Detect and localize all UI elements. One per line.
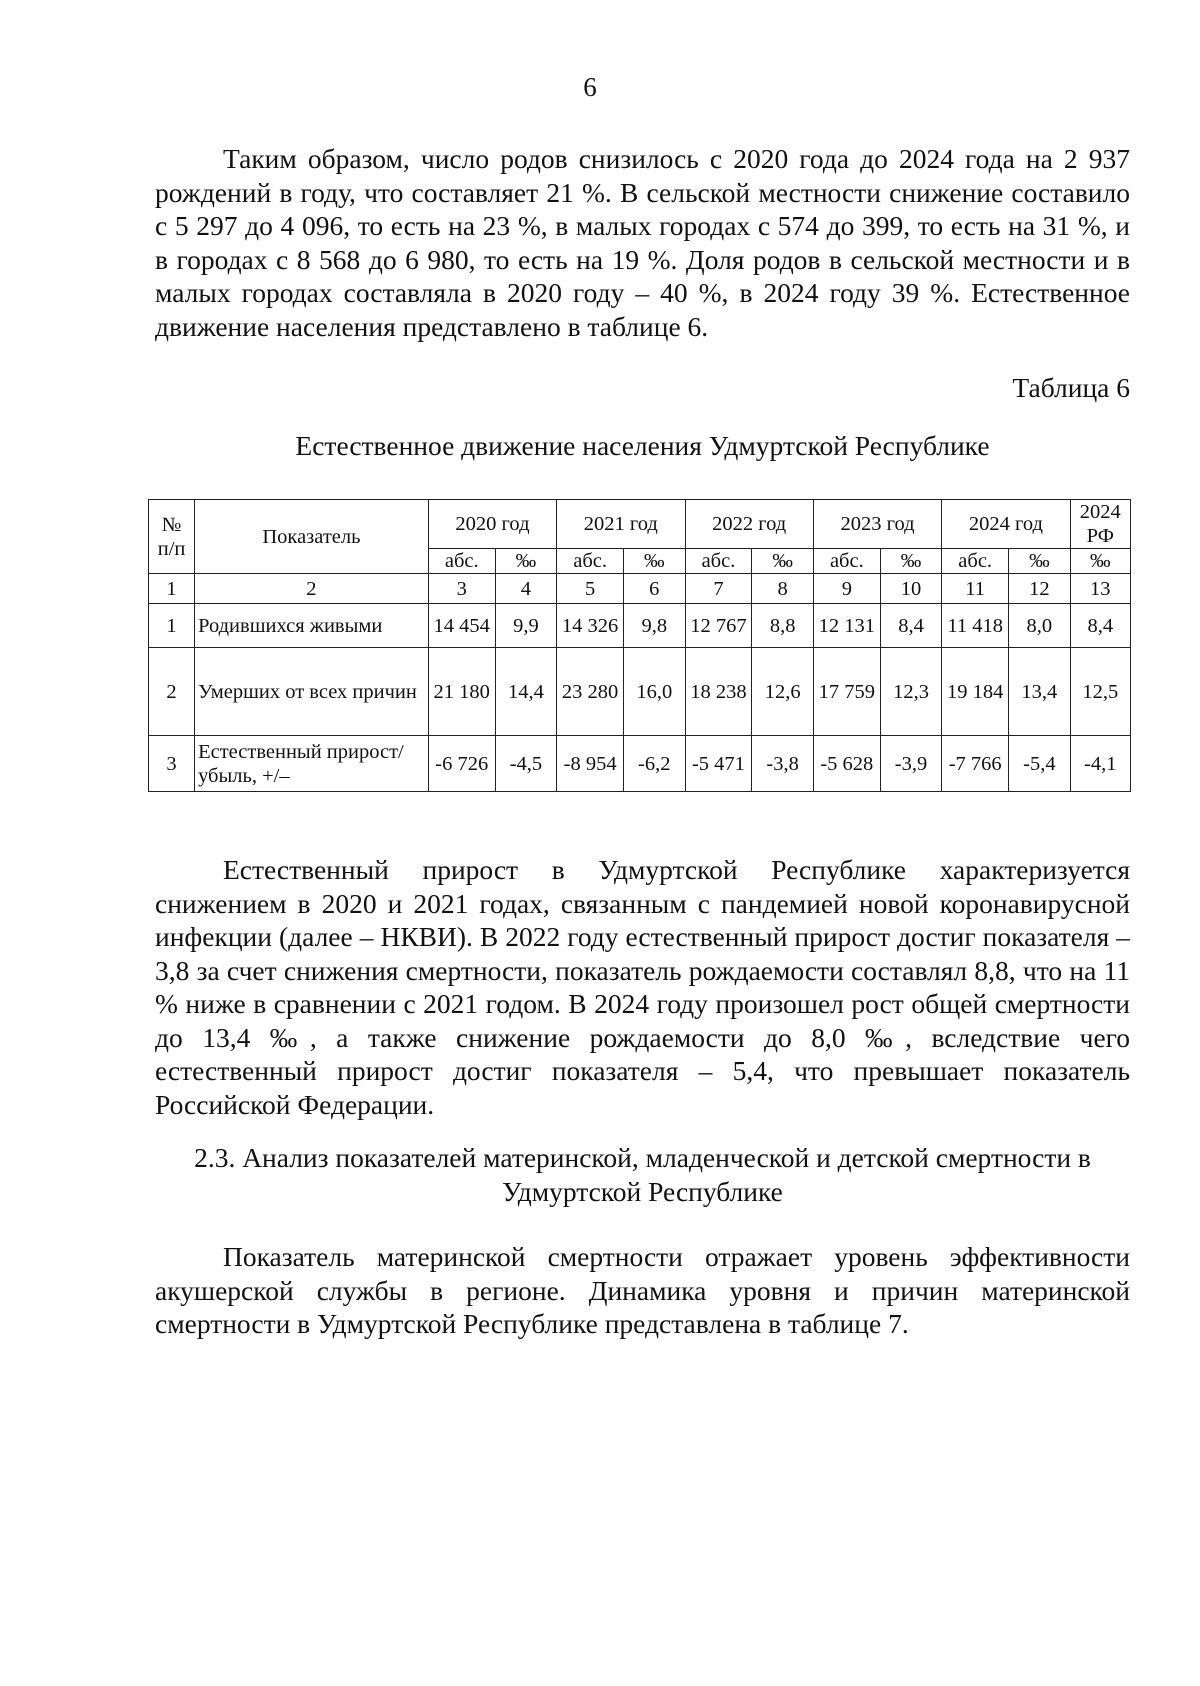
header-num: № п/п	[149, 500, 195, 574]
column-number: 10	[880, 574, 941, 604]
column-number: 11	[942, 574, 1009, 604]
cell-value: 21 180	[428, 648, 495, 736]
cell-value: 23 280	[557, 648, 624, 736]
header-permille: ‰	[752, 549, 813, 574]
cell-value: -3,9	[880, 736, 941, 792]
column-number: 9	[813, 574, 880, 604]
column-number: 12	[1009, 574, 1070, 604]
cell-value: 16,0	[624, 648, 685, 736]
cell-value: -5,4	[1009, 736, 1070, 792]
header-abs: абс.	[813, 549, 880, 574]
cell-value: 13,4	[1009, 648, 1070, 736]
header-abs: абс.	[428, 549, 495, 574]
cell-value: 18 238	[685, 648, 752, 736]
column-number: 2	[195, 574, 429, 604]
cell-value: 14,4	[495, 648, 556, 736]
column-number: 7	[685, 574, 752, 604]
header-year: 2021 год	[557, 500, 685, 549]
row-label: Естественный прирост/убыль, +/–	[195, 736, 429, 792]
cell-value: 8,0	[1009, 604, 1070, 648]
header-permille: ‰	[1009, 549, 1070, 574]
header-indicator: Показатель	[195, 500, 429, 574]
row-label: Родившихся живыми	[195, 604, 429, 648]
header-permille: ‰	[1070, 549, 1130, 574]
table-row-births	[149, 604, 1131, 648]
column-number: 6	[624, 574, 685, 604]
cell-value: 12,5	[1070, 648, 1130, 736]
header-year: 2022 год	[685, 500, 813, 549]
header-rf: 2024 РФ	[1070, 500, 1130, 549]
cell-value: -6,2	[624, 736, 685, 792]
header-permille: ‰	[495, 549, 556, 574]
natural-movement-table	[148, 499, 1131, 792]
row-label: Умерших от всех причин	[195, 648, 429, 736]
cell-value: 11 418	[942, 604, 1009, 648]
header-abs: абс.	[557, 549, 624, 574]
section-heading: 2.3. Анализ показателей материнской, младенческой и детской смертности в Удмуртской Республике	[194, 1142, 1091, 1207]
cell-value: -6 726	[428, 736, 495, 792]
table-row-deaths	[149, 648, 1131, 736]
row-num: 3	[149, 736, 195, 792]
column-number: 3	[428, 574, 495, 604]
cell-value: 8,8	[752, 604, 813, 648]
column-number: 5	[557, 574, 624, 604]
table-label: Таблица 6	[1012, 372, 1130, 403]
cell-value: -3,8	[752, 736, 813, 792]
table-row-natural-growth	[149, 736, 1131, 792]
cell-value: 9,9	[495, 604, 556, 648]
maternal-mortality-paragraph: Показатель материнской смертности отражает уровень эффективности акушерской службы в регионе. Динамика уровня и причин материнской смертности в Удмуртской Республике представлена в таблице 7.	[155, 1241, 1130, 1339]
intro-paragraph: Таким образом, число родов снизилось с 2020 года до 2024 года на 2 937 рождений в году, что составляет 21 %. В сельской местности снижение составило с 5 297 до 4 096, то есть на 23 %, в малых городах с 574 до 399, то есть на 31 %, и в городах с 8 568 до 6 980, то есть на 19 %. Доля родов в сельской местности и в малых городах составляла в 2020 году – 40 %, в 2024 году 39 %. Естественное движение населения представлено в таблице 6.	[155, 143, 1130, 342]
header-permille: ‰	[624, 549, 685, 574]
table-title: Естественное движение населения Удмуртской Республике	[295, 430, 990, 461]
header-permille: ‰	[880, 549, 941, 574]
cell-value: 12 767	[685, 604, 752, 648]
analysis-paragraph: Естественный прирост в Удмуртской Республике характеризуется снижением в 2020 и 2021 годах, связанным с пандемией новой коронавирусной инфекции (далее – НКВИ). В 2022 году естественный прирост достиг показателя – 3,8 за счет снижения смертности, показатель рождаемости составлял 8,8, что на 11 % ниже в сравнении с 2021 годом. В 2024 году произошел рост общей смертности до 13,4 ‰, а также снижение рождаемости до 8,0 ‰, вследствие чего естественный прирост достиг показателя – 5,4, что превышает показатель Российской Федерации.	[155, 854, 1130, 1120]
header-abs: абс.	[942, 549, 1009, 574]
cell-value: -7 766	[942, 736, 1009, 792]
column-number: 4	[495, 574, 556, 604]
cell-value: 8,4	[1070, 604, 1130, 648]
column-number: 13	[1070, 574, 1130, 604]
header-year: 2023 год	[813, 500, 941, 549]
cell-value: 14 326	[557, 604, 624, 648]
page-number: 6	[583, 72, 597, 102]
column-number: 8	[752, 574, 813, 604]
row-num: 1	[149, 604, 195, 648]
cell-value: -8 954	[557, 736, 624, 792]
cell-value: -5 628	[813, 736, 880, 792]
header-abs: абс.	[685, 549, 752, 574]
cell-value: -4,1	[1070, 736, 1130, 792]
cell-value: -4,5	[495, 736, 556, 792]
cell-value: 19 184	[942, 648, 1009, 736]
column-number-row	[149, 574, 1131, 604]
cell-value: 12,3	[880, 648, 941, 736]
cell-value: 9,8	[624, 604, 685, 648]
header-year: 2024 год	[942, 500, 1070, 549]
cell-value: 12 131	[813, 604, 880, 648]
cell-value: 8,4	[880, 604, 941, 648]
cell-value: 14 454	[428, 604, 495, 648]
row-num: 2	[149, 648, 195, 736]
cell-value: 17 759	[813, 648, 880, 736]
cell-value: 12,6	[752, 648, 813, 736]
header-year: 2020 год	[428, 500, 556, 549]
table-header-row	[149, 500, 1131, 549]
cell-value: -5 471	[685, 736, 752, 792]
column-number: 1	[149, 574, 195, 604]
